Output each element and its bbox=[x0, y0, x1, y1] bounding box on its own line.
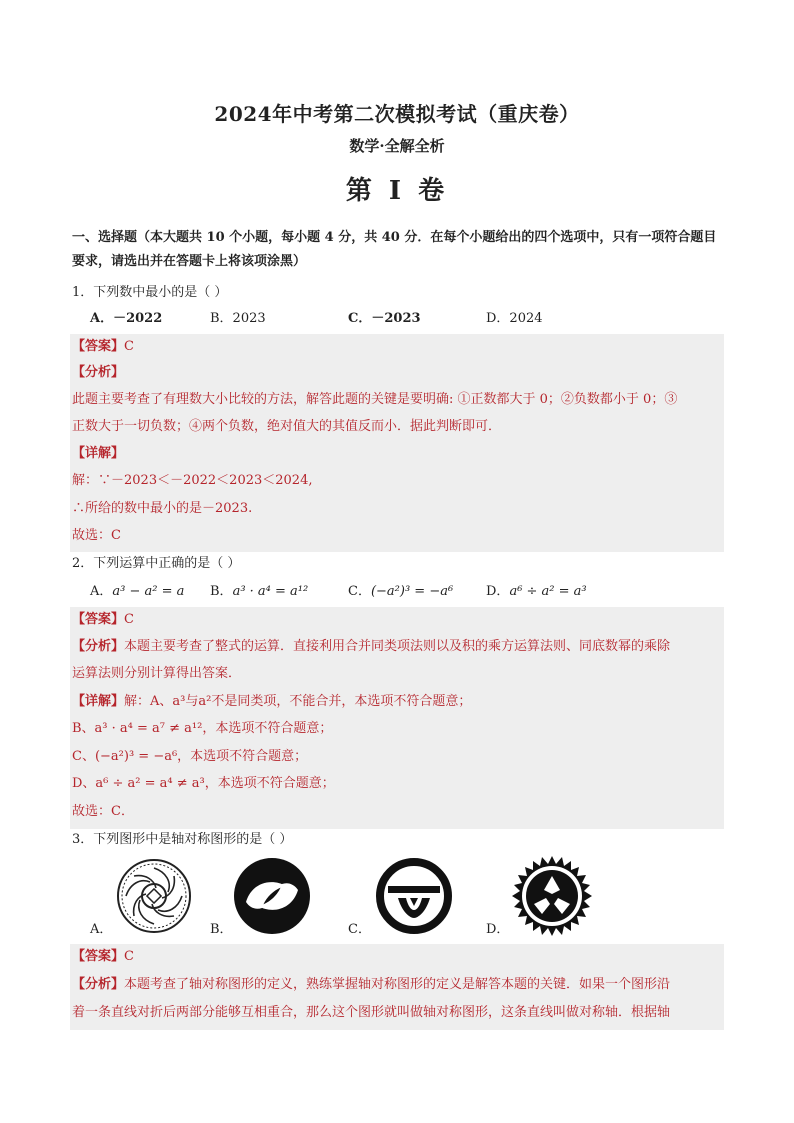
q2-option-d-label: D． bbox=[486, 584, 510, 599]
q3-figure-d-gear bbox=[510, 854, 594, 938]
q1-answer-value: C bbox=[124, 339, 134, 354]
volume-heading: 第 I 卷 bbox=[345, 176, 449, 206]
q2-option-c-expr: (−a²)³ = −a⁶ bbox=[370, 584, 454, 599]
q2-option-a bbox=[90, 582, 184, 602]
q2-option-c-label: C． bbox=[348, 584, 371, 599]
q3-label-c: C． bbox=[348, 922, 371, 937]
q3-figure-a-ornament bbox=[116, 858, 192, 934]
page-subtitle: 数学·全解全析 bbox=[349, 137, 445, 155]
q3-figure-b-leaf-disc bbox=[232, 856, 312, 936]
q2-option-b-label: B． bbox=[210, 584, 233, 599]
q3-analysis-text1: 本题考查了轴对称图形的定义，熟练掌握轴对称图形的定义是解答本题的关键．如果一个图形沿 bbox=[124, 977, 671, 992]
q3-analysis-line1 bbox=[72, 972, 732, 998]
q2-analysis-text1: 本题主要考查了整式的运算．直接利用合并同类项法则以及积的乘方运算法则、同底数幂的乘除 bbox=[124, 639, 671, 654]
q2-detail-line-c: C、(−a²)³ = −a⁶，本选项不符合题意； bbox=[72, 749, 308, 764]
q1-option-a: A．－2022 bbox=[90, 311, 163, 326]
q2-stem: 2．下列运算中正确的是（ ） bbox=[72, 556, 241, 571]
q2-answer-tag: 【答案】 bbox=[72, 612, 125, 627]
q2-detail-line-d: D、a⁶ ÷ a² = a⁴ ≠ a³，本选项不符合题意； bbox=[72, 776, 335, 791]
q2-analysis-tag: 【分析】 bbox=[72, 639, 125, 654]
q2-detail-line-a bbox=[72, 689, 732, 715]
q2-detail-text-a: 解：A、a³与a²不是同类项，不能合并，本选项不符合题意； bbox=[124, 694, 472, 709]
q2-analysis-line1 bbox=[72, 634, 732, 660]
q2-option-c bbox=[348, 582, 453, 602]
q3-label-d: D． bbox=[486, 922, 510, 937]
q3-label-a: A． bbox=[90, 922, 113, 937]
q2-option-a-label: A． bbox=[90, 584, 113, 599]
q1-analysis-line2: 正数大于一切负数；④两个负数，绝对值大的其值反而小．据此判断即可． bbox=[72, 419, 502, 434]
q2-option-d bbox=[486, 582, 587, 602]
q3-stem: 3．下列图形中是轴对称图形的是（ ） bbox=[72, 832, 293, 847]
q2-option-b bbox=[210, 582, 308, 602]
q3-analysis-tag: 【分析】 bbox=[72, 977, 125, 992]
q1-detail-tag: 【详解】 bbox=[72, 446, 125, 461]
q3-label-b: B． bbox=[210, 922, 233, 937]
q1-stem: 1．下列数中最小的是（ ） bbox=[72, 285, 228, 300]
q1-detail-line1: 解：∵－2023＜－2022＜2023＜2024, bbox=[72, 473, 313, 488]
q2-option-a-expr: a³ − a² = a bbox=[112, 584, 185, 599]
q1-choose: 故选：C bbox=[72, 528, 121, 543]
q3-answer bbox=[72, 944, 732, 970]
q1-answer bbox=[72, 334, 732, 360]
q2-option-b-expr: a³ · a⁴ = a¹² bbox=[232, 584, 309, 599]
q3-figure-c-emblem bbox=[374, 856, 454, 936]
q2-answer-value: C bbox=[124, 612, 134, 627]
q1-analysis-tag: 【分析】 bbox=[72, 365, 125, 380]
q3-analysis-line2: 着一条直线对折后两部分能够互相重合，那么这个图形就叫做轴对称图形，这条直线叫做对称轴．根据轴 bbox=[72, 1005, 671, 1020]
q2-detail-tag: 【详解】 bbox=[72, 694, 125, 709]
q3-answer-value: C bbox=[124, 949, 134, 964]
q1-detail-line2: ∴所给的数中最小的是－2023. bbox=[72, 501, 253, 516]
q2-analysis-line2: 运算法则分别计算得出答案． bbox=[72, 666, 242, 681]
q1-option-c: C．－2023 bbox=[348, 311, 421, 326]
q2-choose: 故选：C． bbox=[72, 804, 134, 819]
q1-analysis-line1: 此题主要考查了有理数大小比较的方法，解答此题的关键是要明确: ①正数都大于 0；②负数都小于 0；③ bbox=[72, 392, 678, 407]
q1-answer-tag: 【答案】 bbox=[72, 339, 125, 354]
q1-option-d: D．2024 bbox=[486, 311, 543, 326]
q2-detail-line-b: B、a³ · a⁴ = a⁷ ≠ a¹²，本选项不符合题意； bbox=[72, 721, 333, 736]
section-instructions: 一、选择题（本大题共 10 个小题，每小题 4 分，共 40 分．在每个小题给出的四个选项中，只有一项符合题目要求，请选出并在答题卡上将该项涂黑） bbox=[72, 230, 717, 269]
q2-option-d-expr: a⁶ ÷ a² = a³ bbox=[509, 584, 587, 599]
q1-option-b: B．2023 bbox=[210, 311, 266, 326]
page-title: 2024年中考第二次模拟考试（重庆卷） bbox=[214, 102, 580, 126]
q3-answer-tag: 【答案】 bbox=[72, 949, 125, 964]
q2-answer bbox=[72, 607, 732, 633]
